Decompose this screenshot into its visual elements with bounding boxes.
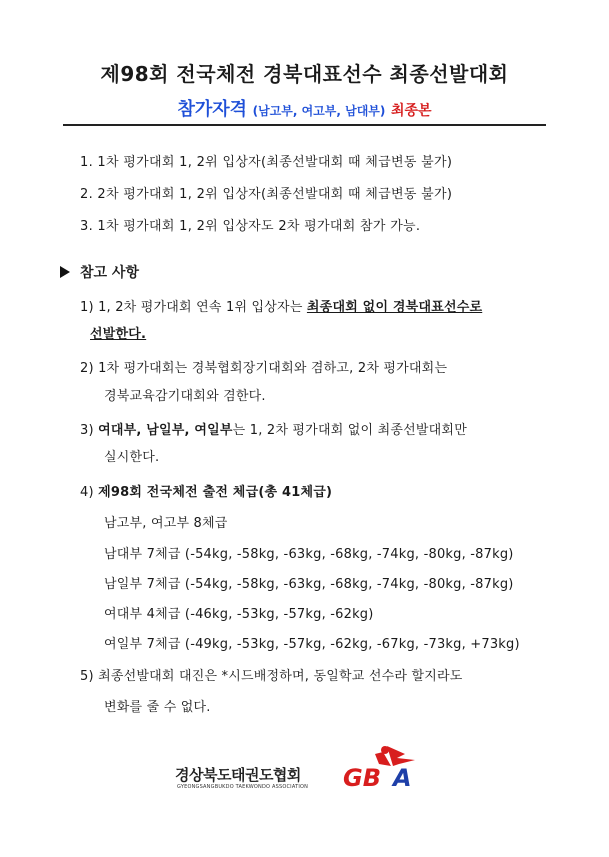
reference-header: 참고 사항 — [60, 262, 139, 282]
reference-item-2-cont: 경북교육감기대회와 겸한다. — [104, 389, 266, 404]
gba-logo-icon — [335, 744, 435, 792]
svg-text:A: A — [393, 764, 412, 792]
reference-item-1: 1) 1, 2차 평가대회 연속 1위 입상자는 최종대회 없이 경북대표선수로 — [80, 300, 483, 315]
condition-item: 1. 1차 평가대회 1, 2위 입상자(최종선발대회 때 체급변동 불가) — [80, 155, 453, 170]
subtitle — [0, 95, 609, 121]
emphasis-text: 최종대회 없이 경북대표선수로 — [306, 300, 483, 315]
reference-item-3: 3) 여대부, 남일부, 여일부는 1, 2차 평가대회 없이 최종선발대회만 — [80, 423, 467, 438]
weight-class-line: 남대부 7체급 (-54kg, -58kg, -63kg, -68kg, -74kg, -80kg, -87kg) — [104, 547, 514, 562]
association-name: 경상북도태권도협회 — [175, 766, 301, 784]
reference-item-2: 2) 1차 평가대회는 경북협회장기대회와 겸하고, 2차 평가대회는 — [80, 361, 448, 376]
reference-item-1-cont — [90, 323, 146, 342]
condition-item: 2. 2차 평가대회 1, 2위 입상자(최종선발대회 때 체급변동 불가) — [80, 187, 453, 202]
reference-item-4: 4) 제98회 전국체전 출전 체급(총 41체급) — [80, 485, 333, 500]
triangle-bullet-icon — [60, 266, 70, 278]
subtitle-main: 참가자격 — [177, 99, 248, 120]
subtitle-version: 최종본 — [390, 103, 432, 119]
title-divider — [63, 124, 546, 126]
page-title: 제98회 전국체전 경북대표선수 최종선발대회 — [100, 62, 509, 86]
svg-text:GB: GB — [343, 764, 381, 792]
reference-item-3-cont: 실시한다. — [104, 450, 160, 465]
weight-class-line: 여대부 4체급 (-46kg, -53kg, -57kg, -62kg) — [104, 607, 374, 622]
emphasis-text: 선발한다. — [90, 327, 147, 342]
weight-class-line: 남고부, 여고부 8체급 — [104, 516, 228, 531]
subtitle-divisions: (남고부, 여고부, 남대부) — [252, 104, 386, 118]
association-english-name: GYEONGSANGBUKDO TAEKWONDO ASSOCIATION — [177, 784, 309, 790]
condition-item: 3. 1차 평가대회 1, 2위 입상자도 2차 평가대회 참가 가능. — [80, 219, 421, 234]
reference-item-5-cont: 변화를 줄 수 없다. — [104, 700, 211, 715]
weight-class-line: 남일부 7체급 (-54kg, -58kg, -63kg, -68kg, -74kg, -80kg, -87kg) — [104, 577, 514, 592]
weight-class-line: 여일부 7체급 (-49kg, -53kg, -57kg, -62kg, -67kg, -73kg, +73kg) — [104, 637, 520, 652]
reference-item-5: 5) 최종선발대회 대진은 *시드배정하며, 동일학교 선수라 할지라도 — [80, 669, 463, 684]
association-logo — [175, 744, 435, 792]
